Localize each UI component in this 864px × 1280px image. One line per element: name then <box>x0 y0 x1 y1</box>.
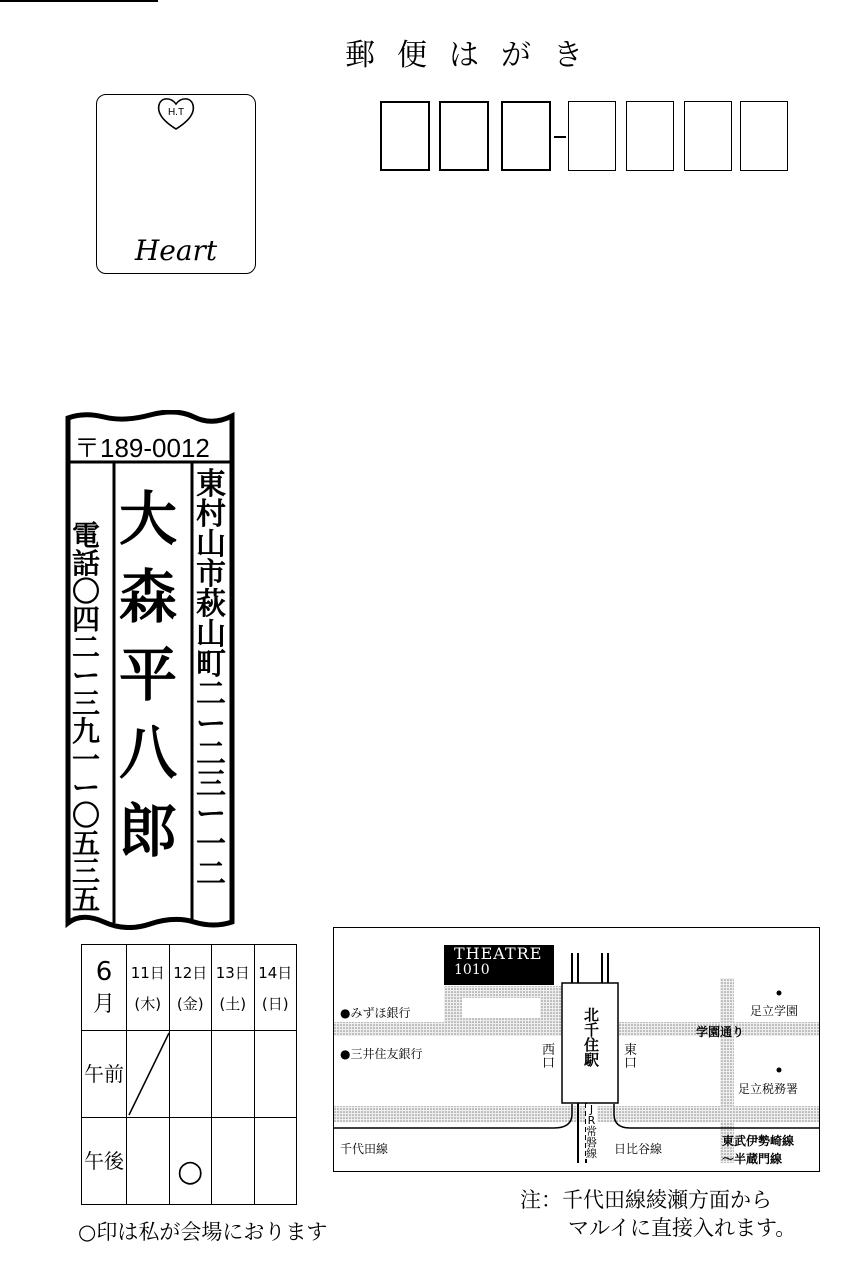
heart-icon <box>97 95 255 155</box>
jr-line-char: 線 <box>586 1147 597 1160</box>
west-exit-char: 西 <box>542 1043 556 1058</box>
jr-line-label <box>586 1104 597 1159</box>
sender-address <box>196 467 226 892</box>
month-char: 月 <box>92 992 115 1017</box>
theatre-number: 1010 <box>454 962 490 978</box>
month-number: 6 <box>95 957 113 987</box>
day-header-1: 11日 (木) <box>127 945 170 1031</box>
stamp-script-text: Heart <box>134 234 218 267</box>
phone-char: 話 <box>72 547 101 580</box>
phone-char: ー <box>72 659 101 692</box>
theatre-name: THEATRE <box>454 944 543 963</box>
top-edge-line <box>0 0 158 2</box>
pm-label <box>82 1118 127 1205</box>
phone-char: 〇 <box>72 799 101 832</box>
postal-box-2[interactable] <box>439 101 489 171</box>
phone-char: ー <box>72 771 101 804</box>
address-char: 二 <box>196 857 226 892</box>
address-char: 山 <box>196 617 226 652</box>
address-char: 市 <box>196 557 226 592</box>
jr-line-char: J <box>589 1103 594 1116</box>
attendance-mark: ○ <box>177 1153 204 1189</box>
am-cell-3[interactable] <box>212 1031 255 1118</box>
bank2-label: ●三井住友銀行 <box>340 1047 423 1061</box>
day-header-2: 12日 (金) <box>169 945 212 1031</box>
east-exit-label <box>624 1044 637 1070</box>
access-map <box>333 927 820 1172</box>
phone-char: 三 <box>72 855 101 888</box>
west-exit-label <box>542 1044 555 1070</box>
address-char: 町 <box>196 647 226 682</box>
sender-phone <box>72 519 101 916</box>
month-cell <box>82 945 127 1031</box>
phone-char: 五 <box>72 827 101 860</box>
sender-name <box>119 485 178 865</box>
phone-char: 一 <box>72 743 101 776</box>
postal-box-5[interactable] <box>626 101 674 171</box>
tobu-line-label: 東武伊勢崎線 <box>722 1134 795 1148</box>
pm-cell-3[interactable] <box>212 1118 255 1205</box>
address-char: ー <box>196 707 226 742</box>
theatre-inner-block <box>462 998 540 1018</box>
pm-cell-2[interactable] <box>169 1118 212 1205</box>
card-title: 郵便はがき <box>345 38 605 73</box>
phone-char: 〇 <box>72 575 101 608</box>
address-char: 一 <box>196 827 226 862</box>
west-exit-char: 口 <box>542 1056 556 1071</box>
postal-box-6[interactable] <box>684 101 732 171</box>
schedule-table <box>81 944 297 1204</box>
stamp-logo: H.T <box>167 107 185 118</box>
am-cell-4[interactable] <box>254 1031 297 1118</box>
address-char: ー <box>196 797 226 832</box>
note-line-2: マルイに直接入れます。 <box>568 1216 797 1240</box>
address-char: 山 <box>196 527 226 562</box>
station-char: 北 <box>584 1006 600 1024</box>
slash-mark <box>127 1031 170 1117</box>
chiyoda-line-label: 千代田線 <box>340 1142 389 1156</box>
address-char: 村 <box>196 497 226 532</box>
stamp-box <box>96 94 256 274</box>
sender-zip: 〒189-0012 <box>74 433 210 463</box>
phone-char: 三 <box>72 687 101 720</box>
station-char: 駅 <box>584 1051 600 1069</box>
tax-office-label: 足立税務署 <box>738 1082 799 1096</box>
postal-box-3[interactable] <box>501 101 551 171</box>
street-label: 学園通り <box>696 1025 745 1039</box>
am-char: 前 <box>104 1062 124 1086</box>
name-char: 大 <box>119 485 178 553</box>
pm-char: 午 <box>84 1149 104 1173</box>
station-label <box>584 1008 599 1068</box>
postal-box-7[interactable] <box>740 101 788 171</box>
am-char: 午 <box>84 1062 104 1086</box>
address-char: 二 <box>196 677 226 712</box>
jr-line-char: R <box>587 1114 596 1127</box>
phone-char: 四 <box>72 603 101 636</box>
jr-line-char: 常 <box>586 1125 597 1138</box>
hanzomon-line-label: 〜半蔵門線 <box>722 1152 783 1166</box>
phone-char: 五 <box>72 883 101 916</box>
station-char: 千 <box>584 1021 600 1039</box>
note-line-1: 注：千代田線綾瀬方面から <box>520 1188 772 1212</box>
phone-char: 二 <box>72 631 101 664</box>
station-char: 住 <box>584 1036 600 1054</box>
east-exit-char: 東 <box>624 1043 638 1058</box>
legend-text: ○印は私が会場におります <box>78 1220 328 1244</box>
east-exit-char: 口 <box>624 1056 638 1071</box>
address-char: 二 <box>196 737 226 772</box>
address-char: 三 <box>196 767 226 802</box>
postal-dash <box>554 136 566 138</box>
postal-box-1[interactable] <box>380 101 430 171</box>
postal-box-4[interactable] <box>568 101 616 171</box>
pm-char: 後 <box>104 1149 124 1173</box>
name-char: 平 <box>119 641 178 709</box>
address-char: 萩 <box>196 587 226 622</box>
am-cell-2[interactable] <box>169 1031 212 1118</box>
phone-char: 電 <box>72 519 101 552</box>
pm-cell-4[interactable] <box>254 1118 297 1205</box>
hibiya-line-label: 日比谷線 <box>614 1142 663 1156</box>
phone-char: 九 <box>72 715 101 748</box>
am-label <box>82 1031 127 1118</box>
day-header-4: 14日 (日) <box>254 945 297 1031</box>
name-char: 郎 <box>119 797 178 865</box>
day-header-3: 13日 (土) <box>212 945 255 1031</box>
jr-line-char: 磐 <box>586 1136 597 1149</box>
bank1-label: ●みずほ銀行 <box>340 1006 411 1020</box>
school-label: 足立学園 <box>750 1004 799 1018</box>
name-char: 八 <box>119 719 178 787</box>
pm-cell-1[interactable] <box>127 1118 170 1205</box>
address-char: 東 <box>196 467 226 502</box>
am-cell-1[interactable] <box>127 1031 170 1118</box>
name-char: 森 <box>119 563 178 631</box>
